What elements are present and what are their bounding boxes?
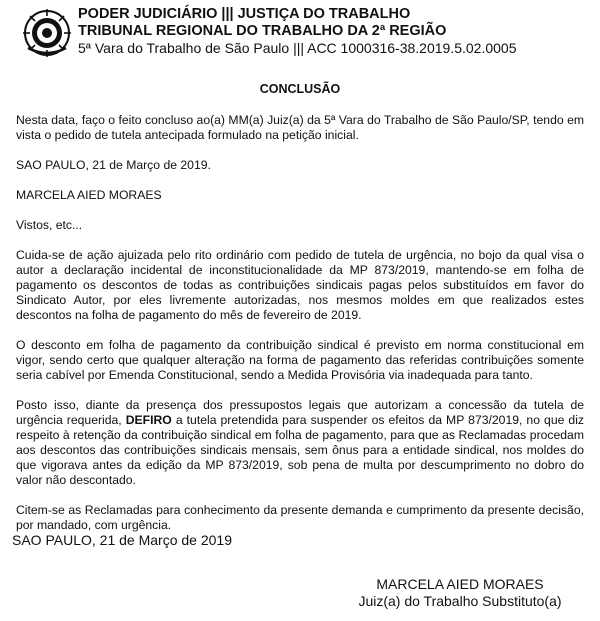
- document-body: [16, 82, 584, 548]
- header-case-number: 5ª Vara do Trabalho de São Paulo ||| ACC 1000316-38.2019.5.02.0005: [78, 40, 517, 56]
- header-text: [78, 6, 517, 57]
- vistos-line: Vistos, etc...: [16, 218, 83, 232]
- header-judiciary: PODER JUDICIÁRIO ||| JUSTIÇA DO TRABALHO: [78, 6, 411, 22]
- paragraph-3: [16, 398, 584, 488]
- paragraph-3-part-2: a tutela pretendida para suspender os efeitos da MP 873/2019, no que diz respeito à retenção da contribuição sindical em folha de pagamento, para que as Reclamadas procedam aos descontos das contribuições sindicais mensais, sem ônus para a entidade sindical, nos moldes do que vigorava antes da edição da MP 873/2019, sob pena de multa por descumprimento no dobro do valor não descontado.: [16, 413, 584, 487]
- document-title: CONCLUSÃO: [259, 82, 341, 96]
- paragraph-3-defiro: DEFIRO: [125, 413, 172, 427]
- clerk-name: MARCELA AIED MORAES: [16, 188, 162, 202]
- signature-block: [340, 576, 580, 610]
- paragraph-4: Citem-se as Reclamadas para conhecimento da presente demanda e cumprimento da presente decisão, por mandado, com urgência.: [16, 503, 584, 532]
- signature-role: Juiz(a) do Trabalho Substituto(a): [358, 593, 562, 609]
- intro-paragraph: Nesta data, faço o feito concluso ao(a) MM(a) Juiz(a) da 5ª Vara do Trabalho de São Paulo/SP, tendo em vista o pedido de tutela antecipada formulado na petição inicial.: [16, 113, 584, 142]
- header-tribunal: TRIBUNAL REGIONAL DO TRABALHO DA 2ª REGIÃO: [78, 23, 447, 39]
- paragraph-1: Cuida-se de ação ajuizada pelo rito ordinário com pedido de tutela de urgência, no bojo da qual visa o autor a declaração incidental de inconstitucionalidade da MP 873/2019, mantendo-se em folha de pagamento os descontos de todas as contribuições sindicais pagas pelos substituídos em favor do Sindicato Autor, por eles livremente autorizadas, nos mesmos moldes em que realizados estes descontos na folha de pagamento do mês de fevereiro de 2019.: [16, 248, 584, 322]
- date-line: SAO PAULO, 21 de Março de 2019.: [16, 158, 211, 172]
- document-header: [22, 6, 592, 64]
- paragraph-2: O desconto em folha de pagamento da contribuição sindical é previsto em norma constitucional em vigor, sendo certo que qualquer alteração na forma de pagamento das referidas contribuições somente seria cabível por Emenda Constitucional, sendo a Medida Provisória via inadequada para tanto.: [16, 338, 584, 382]
- paragraph-3-part-1: Posto isso, diante da presença dos pressupostos legais que autorizam a concessão da tutela de urgência requerida,: [16, 398, 584, 427]
- coat-of-arms-icon: [22, 8, 72, 58]
- signature-name: MARCELA AIED MORAES: [376, 576, 544, 592]
- signature-date: SAO PAULO, 21 de Março de 2019: [12, 532, 232, 548]
